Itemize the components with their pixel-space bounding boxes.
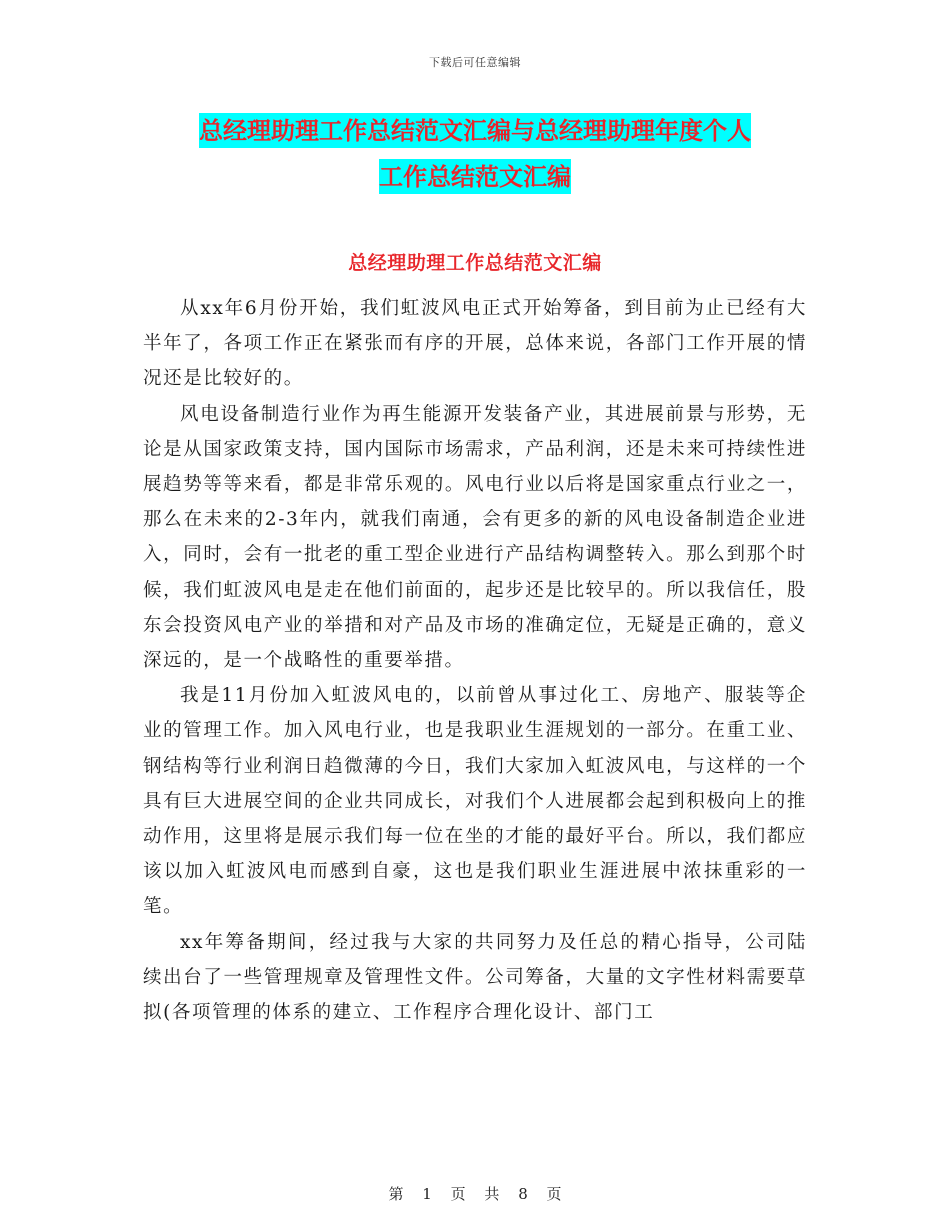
section-title: 总经理助理工作总结范文汇编 <box>348 252 602 274</box>
body-paragraph: xx年筹备期间，经过我与大家的共同努力及任总的精心指导，公司陆续出台了一些管理规章及管理性文件。公司筹备，大量的文字性材料需要草拟(各项管理的体系的建立、工作程序合理化设计、部门工 <box>143 931 807 1024</box>
body-paragraph: 风电设备制造行业作为再生能源开发装备产业，其进展前景与形势，无论是从国家政策支持，国内国际市场需求，产品利润，还是未来可持续性进展趋势等等来看，都是非常乐观的。风电行业以后将是国家重点行业之一，那么在未来的2-3年内，就我们南通，会有更多的新的风电设备制造企业进入，同时，会有一批老的重工型企业进行产品结构调整转入。那么到那个时候，我们虹波风电是走在他们前面的，起步还是比较早的。所以我信任，股东会投资风电产业的举措和对产品及市场的准确定位，无疑是正确的，意义深远的，是一个战略性的重要举措。 <box>143 403 807 672</box>
footer-total-pages: 8 <box>518 1185 528 1203</box>
document-title-line-1: 总经理助理工作总结范文汇编与总经理助理年度个人 <box>199 113 751 148</box>
footer-current-page: 1 <box>422 1185 432 1203</box>
document-body <box>143 291 807 1030</box>
body-paragraph: 从xx年6月份开始，我们虹波风电正式开始筹备，到目前为止已经有大半年了，各项工作正在紧张而有序的开展，总体来说，各部门工作开展的情况还是比较好的。 <box>143 298 807 390</box>
page-footer <box>0 1183 950 1204</box>
document-title <box>140 108 810 200</box>
footer-label-di: 第 <box>388 1185 404 1203</box>
footer-label-ye: 页 <box>450 1185 466 1203</box>
document-title-line-2: 工作总结范文汇编 <box>379 159 571 194</box>
footer-label-ye-2: 页 <box>546 1185 562 1203</box>
footer-label-gong: 共 <box>484 1185 500 1203</box>
body-paragraph: 我是11月份加入虹波风电的，以前曾从事过化工、房地产、服装等企业的管理工作。加入风电行业，也是我职业生涯规划的一部分。在重工业、钢结构等行业利润日趋微薄的今日，我们大家加入虹波风电，与这样的一个具有巨大进展空间的企业共同成长，对我们个人进展都会起到积极向上的推动作用，这里将是展示我们每一位在坐的才能的最好平台。所以，我们都应该以加入虹波风电而感到自豪，这也是我们职业生涯进展中浓抹重彩的一笔。 <box>143 685 807 918</box>
page-header-note: 下载后可任意编辑 <box>429 56 521 69</box>
